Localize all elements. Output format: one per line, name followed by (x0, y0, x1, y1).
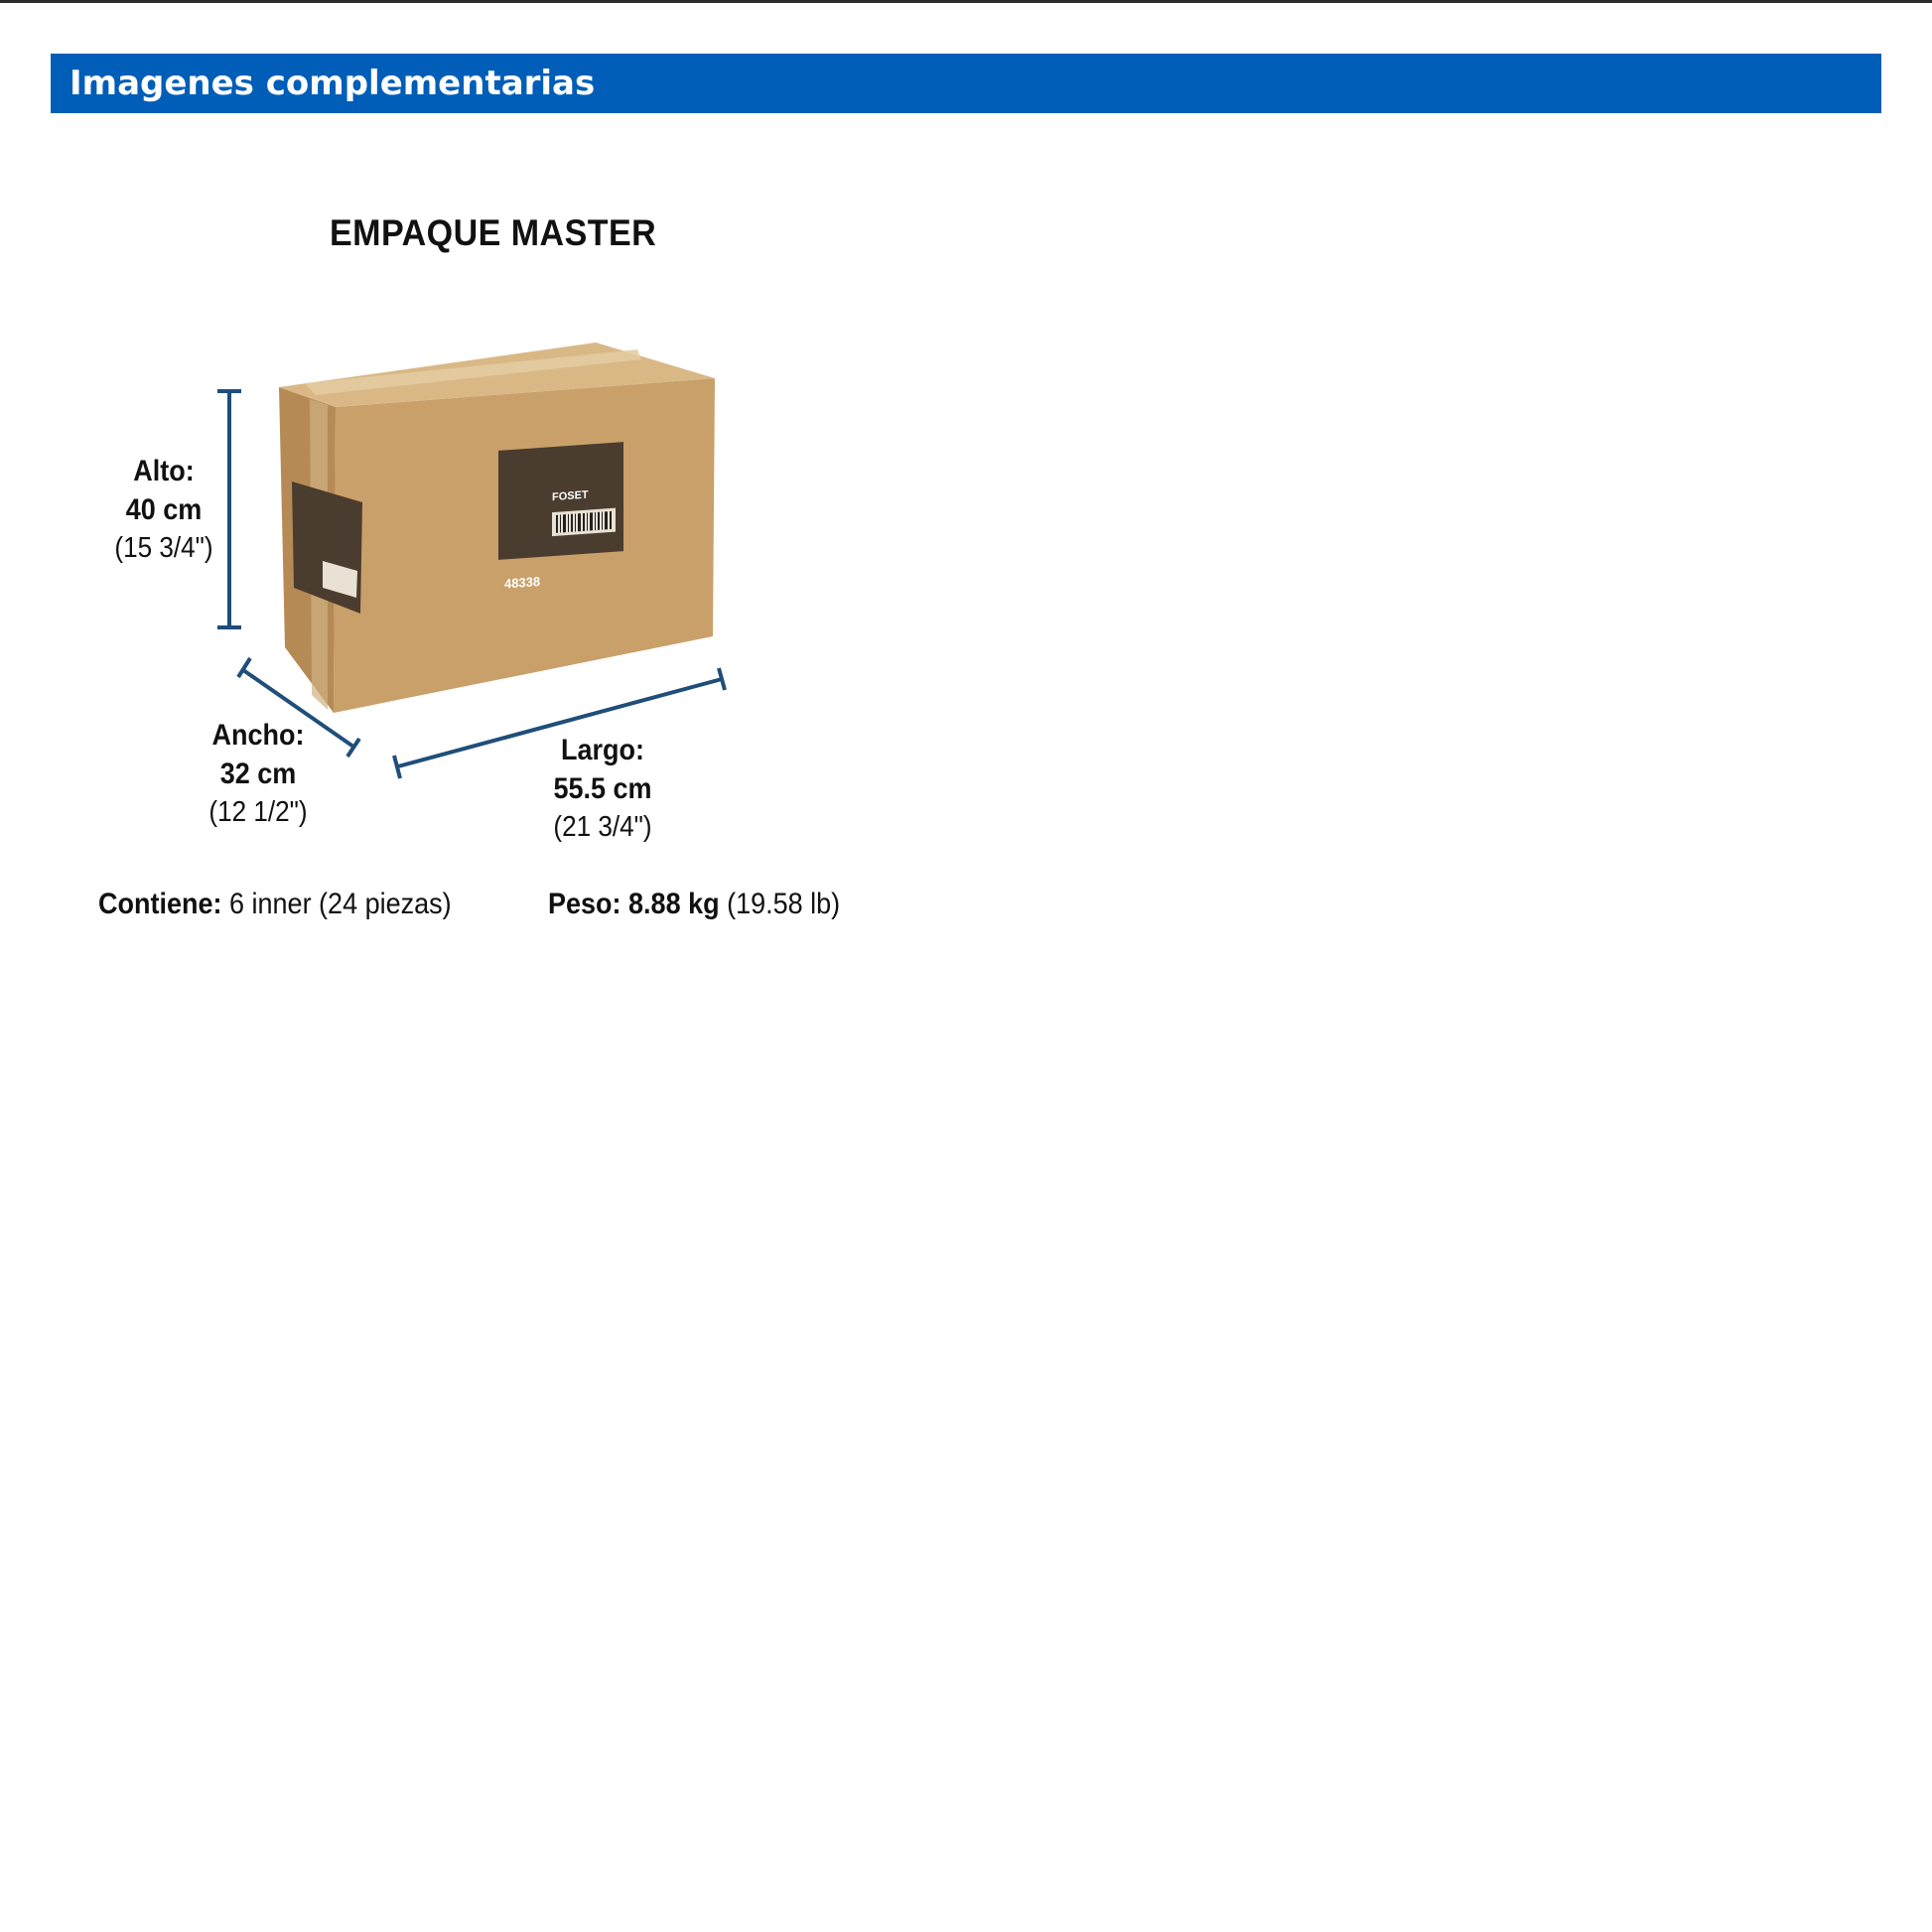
contiene-line (98, 888, 452, 921)
largo-value: 55.5 cm (553, 772, 652, 805)
box-brand-text: FOSET (552, 488, 589, 504)
alto-label: Alto: (133, 455, 195, 487)
peso-value: 8.88 kg (628, 888, 720, 920)
dimension-largo (545, 731, 661, 847)
alto-value: 40 cm (125, 493, 203, 526)
contiene-label: Contiene: (98, 888, 222, 920)
dimension-alto (106, 452, 222, 568)
peso-label: Peso: (548, 888, 621, 920)
section-title: Imagenes complementarias (69, 64, 596, 103)
ancho-imperial: (12 1/2") (208, 796, 308, 828)
diagram-title: EMPAQUE MASTER (330, 212, 657, 253)
largo-imperial: (21 3/4") (553, 811, 652, 843)
largo-label: Largo: (560, 734, 644, 766)
peso-line (548, 888, 840, 921)
ancho-value: 32 cm (219, 758, 297, 790)
contiene-value: 6 inner (24 piezas) (229, 888, 452, 920)
ancho-label: Ancho: (211, 719, 305, 752)
box-code-text: 48338 (504, 573, 541, 592)
peso-imperial: (19.58 lb) (727, 888, 841, 920)
dimension-ancho (201, 716, 317, 832)
alto-imperial: (15 3/4") (114, 532, 213, 564)
